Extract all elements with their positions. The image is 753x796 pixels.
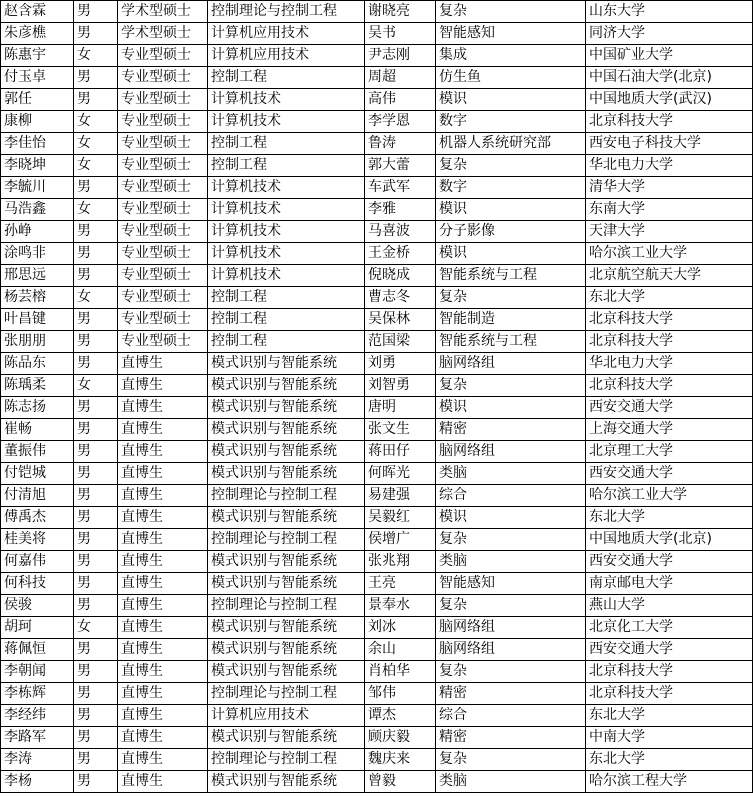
department-cell: 数字 (436, 111, 586, 133)
advisor-cell: 尹志刚 (365, 45, 436, 67)
table-row (1, 485, 753, 507)
degree-type-cell: 直博生 (118, 375, 208, 397)
university-cell: 中国地质大学(北京) (586, 529, 753, 551)
major-cell: 控制工程 (208, 155, 365, 177)
degree-type-cell: 直博生 (118, 573, 208, 595)
gender-cell: 男 (74, 265, 118, 287)
table-row (1, 375, 753, 397)
major-cell: 控制工程 (208, 67, 365, 89)
department-cell: 智能系统与工程 (436, 265, 586, 287)
gender-cell: 女 (74, 199, 118, 221)
student-name-cell: 赵含霖 (1, 1, 74, 23)
university-cell: 西安交通大学 (586, 639, 753, 661)
department-cell: 智能感知 (436, 573, 586, 595)
student-name-cell: 杨芸榕 (1, 287, 74, 309)
advisor-cell: 魏庆来 (365, 749, 436, 771)
student-name-cell: 孙峥 (1, 221, 74, 243)
degree-type-cell: 专业型硕士 (118, 45, 208, 67)
student-name-cell: 付铠城 (1, 463, 74, 485)
table-body (1, 1, 753, 793)
major-cell: 计算机应用技术 (208, 705, 365, 727)
major-cell: 模式识别与智能系统 (208, 661, 365, 683)
table-row (1, 441, 753, 463)
university-cell: 北京科技大学 (586, 683, 753, 705)
student-name-cell: 马浩鑫 (1, 199, 74, 221)
student-name-cell: 崔畅 (1, 419, 74, 441)
gender-cell: 女 (74, 375, 118, 397)
major-cell: 计算机应用技术 (208, 23, 365, 45)
major-cell: 控制理论与控制工程 (208, 1, 365, 23)
department-cell: 精密 (436, 419, 586, 441)
university-cell: 南京邮电大学 (586, 573, 753, 595)
table-row (1, 67, 753, 89)
table-row (1, 419, 753, 441)
advisor-cell: 张文生 (365, 419, 436, 441)
university-cell: 北京理工大学 (586, 441, 753, 463)
university-cell: 中国石油大学(北京) (586, 67, 753, 89)
student-name-cell: 邢思远 (1, 265, 74, 287)
table-row (1, 89, 753, 111)
advisor-cell: 易建强 (365, 485, 436, 507)
department-cell: 分子影像 (436, 221, 586, 243)
degree-type-cell: 专业型硕士 (118, 287, 208, 309)
gender-cell: 女 (74, 287, 118, 309)
major-cell: 模式识别与智能系统 (208, 375, 365, 397)
department-cell: 模识 (436, 199, 586, 221)
gender-cell: 男 (74, 705, 118, 727)
university-cell: 山东大学 (586, 1, 753, 23)
advisor-cell: 谢晓亮 (365, 1, 436, 23)
major-cell: 模式识别与智能系统 (208, 617, 365, 639)
major-cell: 模式识别与智能系统 (208, 551, 365, 573)
table-row (1, 177, 753, 199)
degree-type-cell: 专业型硕士 (118, 111, 208, 133)
gender-cell: 男 (74, 463, 118, 485)
department-cell: 脑网络组 (436, 617, 586, 639)
advisor-cell: 郭大蕾 (365, 155, 436, 177)
student-name-cell: 朱彦樵 (1, 23, 74, 45)
major-cell: 模式识别与智能系统 (208, 727, 365, 749)
advisor-cell: 马喜波 (365, 221, 436, 243)
university-cell: 北京科技大学 (586, 375, 753, 397)
department-cell: 集成 (436, 45, 586, 67)
student-name-cell: 李杨 (1, 771, 74, 793)
university-cell: 东北大学 (586, 287, 753, 309)
university-cell: 东北大学 (586, 705, 753, 727)
degree-type-cell: 专业型硕士 (118, 221, 208, 243)
advisor-cell: 刘智勇 (365, 375, 436, 397)
gender-cell: 男 (74, 749, 118, 771)
gender-cell: 男 (74, 221, 118, 243)
student-name-cell: 侯骏 (1, 595, 74, 617)
gender-cell: 男 (74, 595, 118, 617)
advisor-cell: 周超 (365, 67, 436, 89)
gender-cell: 男 (74, 177, 118, 199)
degree-type-cell: 专业型硕士 (118, 243, 208, 265)
advisor-cell: 李雅 (365, 199, 436, 221)
table-row (1, 397, 753, 419)
department-cell: 仿生鱼 (436, 67, 586, 89)
advisor-cell: 范国梁 (365, 331, 436, 353)
gender-cell: 男 (74, 485, 118, 507)
university-cell: 西安电子科技大学 (586, 133, 753, 155)
university-cell: 哈尔滨工业大学 (586, 485, 753, 507)
table-row (1, 639, 753, 661)
major-cell: 控制理论与控制工程 (208, 485, 365, 507)
university-cell: 哈尔滨工程大学 (586, 771, 753, 793)
table-row (1, 221, 753, 243)
university-cell: 天津大学 (586, 221, 753, 243)
university-cell: 西安交通大学 (586, 551, 753, 573)
degree-type-cell: 专业型硕士 (118, 331, 208, 353)
gender-cell: 男 (74, 727, 118, 749)
gender-cell: 男 (74, 551, 118, 573)
degree-type-cell: 专业型硕士 (118, 265, 208, 287)
student-name-cell: 陈惠宇 (1, 45, 74, 67)
student-name-cell: 李晓坤 (1, 155, 74, 177)
student-name-cell: 叶昌键 (1, 309, 74, 331)
department-cell: 复杂 (436, 287, 586, 309)
gender-cell: 女 (74, 45, 118, 67)
gender-cell: 男 (74, 529, 118, 551)
table-row (1, 661, 753, 683)
degree-type-cell: 学术型硕士 (118, 1, 208, 23)
advisor-cell: 车武军 (365, 177, 436, 199)
degree-type-cell: 直博生 (118, 661, 208, 683)
table-row (1, 463, 753, 485)
advisor-cell: 高伟 (365, 89, 436, 111)
table-row (1, 749, 753, 771)
degree-type-cell: 专业型硕士 (118, 309, 208, 331)
table-row (1, 331, 753, 353)
department-cell: 类脑 (436, 463, 586, 485)
major-cell: 控制工程 (208, 133, 365, 155)
advisor-cell: 曾毅 (365, 771, 436, 793)
university-cell: 上海交通大学 (586, 419, 753, 441)
table-row (1, 683, 753, 705)
degree-type-cell: 直博生 (118, 617, 208, 639)
gender-cell: 男 (74, 661, 118, 683)
university-cell: 中国矿业大学 (586, 45, 753, 67)
major-cell: 模式识别与智能系统 (208, 573, 365, 595)
table-row (1, 705, 753, 727)
advisor-cell: 刘勇 (365, 353, 436, 375)
student-name-cell: 李栋辉 (1, 683, 74, 705)
major-cell: 模式识别与智能系统 (208, 771, 365, 793)
degree-type-cell: 专业型硕士 (118, 199, 208, 221)
advisor-cell: 邹伟 (365, 683, 436, 705)
department-cell: 机器人系统研究部 (436, 133, 586, 155)
gender-cell: 男 (74, 397, 118, 419)
student-name-cell: 涂鸣非 (1, 243, 74, 265)
advisor-cell: 王金桥 (365, 243, 436, 265)
degree-type-cell: 直博生 (118, 705, 208, 727)
university-cell: 华北电力大学 (586, 155, 753, 177)
advisor-cell: 何晖光 (365, 463, 436, 485)
table-row (1, 507, 753, 529)
degree-type-cell: 专业型硕士 (118, 67, 208, 89)
student-name-cell: 李经纬 (1, 705, 74, 727)
major-cell: 计算机技术 (208, 89, 365, 111)
university-cell: 华北电力大学 (586, 353, 753, 375)
table-row (1, 265, 753, 287)
major-cell: 计算机应用技术 (208, 45, 365, 67)
gender-cell: 男 (74, 89, 118, 111)
student-name-cell: 陈瑀柔 (1, 375, 74, 397)
department-cell: 模识 (436, 89, 586, 111)
student-name-cell: 付清旭 (1, 485, 74, 507)
department-cell: 复杂 (436, 749, 586, 771)
advisor-cell: 李学恩 (365, 111, 436, 133)
gender-cell: 女 (74, 617, 118, 639)
gender-cell: 男 (74, 353, 118, 375)
advisor-cell: 吴书 (365, 23, 436, 45)
advisor-cell: 侯增广 (365, 529, 436, 551)
gender-cell: 男 (74, 1, 118, 23)
advisor-cell: 吴保林 (365, 309, 436, 331)
gender-cell: 男 (74, 771, 118, 793)
degree-type-cell: 直博生 (118, 419, 208, 441)
table-row (1, 551, 753, 573)
degree-type-cell: 直博生 (118, 529, 208, 551)
department-cell: 复杂 (436, 595, 586, 617)
student-name-cell: 陈品东 (1, 353, 74, 375)
student-name-cell: 桂美将 (1, 529, 74, 551)
advisor-cell: 吴毅红 (365, 507, 436, 529)
university-cell: 同济大学 (586, 23, 753, 45)
major-cell: 控制理论与控制工程 (208, 595, 365, 617)
major-cell: 模式识别与智能系统 (208, 463, 365, 485)
degree-type-cell: 直博生 (118, 507, 208, 529)
student-name-cell: 何科技 (1, 573, 74, 595)
table-row (1, 1, 753, 23)
university-cell: 清华大学 (586, 177, 753, 199)
major-cell: 控制工程 (208, 287, 365, 309)
student-name-cell: 郭任 (1, 89, 74, 111)
gender-cell: 男 (74, 573, 118, 595)
gender-cell: 男 (74, 419, 118, 441)
department-cell: 脑网络组 (436, 441, 586, 463)
major-cell: 控制理论与控制工程 (208, 529, 365, 551)
table-row (1, 23, 753, 45)
department-cell: 模识 (436, 397, 586, 419)
degree-type-cell: 直博生 (118, 639, 208, 661)
university-cell: 中国地质大学(武汉) (586, 89, 753, 111)
student-name-cell: 李朝闻 (1, 661, 74, 683)
advisor-cell: 唐明 (365, 397, 436, 419)
table-row (1, 573, 753, 595)
gender-cell: 男 (74, 309, 118, 331)
table-row (1, 771, 753, 793)
table-row (1, 45, 753, 67)
department-cell: 复杂 (436, 155, 586, 177)
table-row (1, 111, 753, 133)
department-cell: 脑网络组 (436, 353, 586, 375)
university-cell: 北京科技大学 (586, 309, 753, 331)
university-cell: 西安交通大学 (586, 463, 753, 485)
degree-type-cell: 直博生 (118, 749, 208, 771)
university-cell: 北京科技大学 (586, 111, 753, 133)
degree-type-cell: 直博生 (118, 485, 208, 507)
gender-cell: 女 (74, 111, 118, 133)
gender-cell: 女 (74, 133, 118, 155)
student-name-cell: 张朋朋 (1, 331, 74, 353)
student-name-cell: 陈志扬 (1, 397, 74, 419)
degree-type-cell: 直博生 (118, 441, 208, 463)
department-cell: 脑网络组 (436, 639, 586, 661)
department-cell: 综合 (436, 485, 586, 507)
university-cell: 燕山大学 (586, 595, 753, 617)
table-row (1, 133, 753, 155)
department-cell: 复杂 (436, 661, 586, 683)
degree-type-cell: 直博生 (118, 727, 208, 749)
university-cell: 北京航空航天大学 (586, 265, 753, 287)
department-cell: 精密 (436, 683, 586, 705)
advisor-cell: 曹志冬 (365, 287, 436, 309)
major-cell: 模式识别与智能系统 (208, 441, 365, 463)
advisor-cell: 蒋田仔 (365, 441, 436, 463)
table-row (1, 309, 753, 331)
table-row (1, 617, 753, 639)
gender-cell: 男 (74, 683, 118, 705)
department-cell: 模识 (436, 507, 586, 529)
degree-type-cell: 专业型硕士 (118, 155, 208, 177)
degree-type-cell: 专业型硕士 (118, 89, 208, 111)
degree-type-cell: 学术型硕士 (118, 23, 208, 45)
gender-cell: 男 (74, 441, 118, 463)
major-cell: 模式识别与智能系统 (208, 507, 365, 529)
table-row (1, 727, 753, 749)
student-name-cell: 李路军 (1, 727, 74, 749)
gender-cell: 男 (74, 331, 118, 353)
department-cell: 智能系统与工程 (436, 331, 586, 353)
department-cell: 类脑 (436, 771, 586, 793)
student-name-cell: 董振伟 (1, 441, 74, 463)
table-row (1, 243, 753, 265)
department-cell: 精密 (436, 727, 586, 749)
degree-type-cell: 专业型硕士 (118, 177, 208, 199)
advisor-cell: 刘冰 (365, 617, 436, 639)
table-row (1, 529, 753, 551)
major-cell: 计算机技术 (208, 243, 365, 265)
major-cell: 控制理论与控制工程 (208, 749, 365, 771)
university-cell: 东南大学 (586, 199, 753, 221)
university-cell: 中南大学 (586, 727, 753, 749)
student-name-cell: 傅禹杰 (1, 507, 74, 529)
university-cell: 北京化工大学 (586, 617, 753, 639)
table-row (1, 353, 753, 375)
department-cell: 复杂 (436, 1, 586, 23)
degree-type-cell: 直博生 (118, 397, 208, 419)
university-cell: 东北大学 (586, 749, 753, 771)
advisor-cell: 余山 (365, 639, 436, 661)
major-cell: 计算机技术 (208, 111, 365, 133)
major-cell: 计算机技术 (208, 199, 365, 221)
advisor-cell: 景奉水 (365, 595, 436, 617)
student-name-cell: 付玉卓 (1, 67, 74, 89)
department-cell: 类脑 (436, 551, 586, 573)
table-row (1, 199, 753, 221)
degree-type-cell: 直博生 (118, 595, 208, 617)
university-cell: 西安交通大学 (586, 397, 753, 419)
department-cell: 智能感知 (436, 23, 586, 45)
university-cell: 东北大学 (586, 507, 753, 529)
major-cell: 计算机技术 (208, 265, 365, 287)
degree-type-cell: 直博生 (118, 771, 208, 793)
department-cell: 综合 (436, 705, 586, 727)
department-cell: 智能制造 (436, 309, 586, 331)
gender-cell: 男 (74, 23, 118, 45)
degree-type-cell: 直博生 (118, 683, 208, 705)
advisor-cell: 张兆翔 (365, 551, 436, 573)
gender-cell: 男 (74, 507, 118, 529)
department-cell: 复杂 (436, 529, 586, 551)
degree-type-cell: 专业型硕士 (118, 133, 208, 155)
student-name-cell: 李涛 (1, 749, 74, 771)
major-cell: 控制工程 (208, 309, 365, 331)
student-name-cell: 蒋佩恒 (1, 639, 74, 661)
major-cell: 计算机技术 (208, 177, 365, 199)
major-cell: 模式识别与智能系统 (208, 397, 365, 419)
department-cell: 模识 (436, 243, 586, 265)
major-cell: 计算机技术 (208, 221, 365, 243)
university-cell: 北京科技大学 (586, 331, 753, 353)
student-name-cell: 何嘉伟 (1, 551, 74, 573)
table-row (1, 595, 753, 617)
major-cell: 模式识别与智能系统 (208, 353, 365, 375)
student-name-cell: 李佳怡 (1, 133, 74, 155)
student-name-cell: 康柳 (1, 111, 74, 133)
student-name-cell: 胡珂 (1, 617, 74, 639)
gender-cell: 男 (74, 639, 118, 661)
department-cell: 复杂 (436, 375, 586, 397)
university-cell: 哈尔滨工业大学 (586, 243, 753, 265)
advisor-cell: 王亮 (365, 573, 436, 595)
degree-type-cell: 直博生 (118, 353, 208, 375)
major-cell: 控制理论与控制工程 (208, 683, 365, 705)
major-cell: 模式识别与智能系统 (208, 419, 365, 441)
department-cell: 数字 (436, 177, 586, 199)
major-cell: 模式识别与智能系统 (208, 639, 365, 661)
university-cell: 北京科技大学 (586, 661, 753, 683)
advisor-cell: 谭杰 (365, 705, 436, 727)
degree-type-cell: 直博生 (118, 463, 208, 485)
gender-cell: 男 (74, 67, 118, 89)
table-row (1, 287, 753, 309)
degree-type-cell: 直博生 (118, 551, 208, 573)
student-name-cell: 李毓川 (1, 177, 74, 199)
advisor-cell: 顾庆毅 (365, 727, 436, 749)
advisor-cell: 鲁涛 (365, 133, 436, 155)
gender-cell: 男 (74, 243, 118, 265)
gender-cell: 女 (74, 155, 118, 177)
advisor-cell: 肖柏华 (365, 661, 436, 683)
advisor-cell: 倪晓成 (365, 265, 436, 287)
major-cell: 控制工程 (208, 331, 365, 353)
table-row (1, 155, 753, 177)
